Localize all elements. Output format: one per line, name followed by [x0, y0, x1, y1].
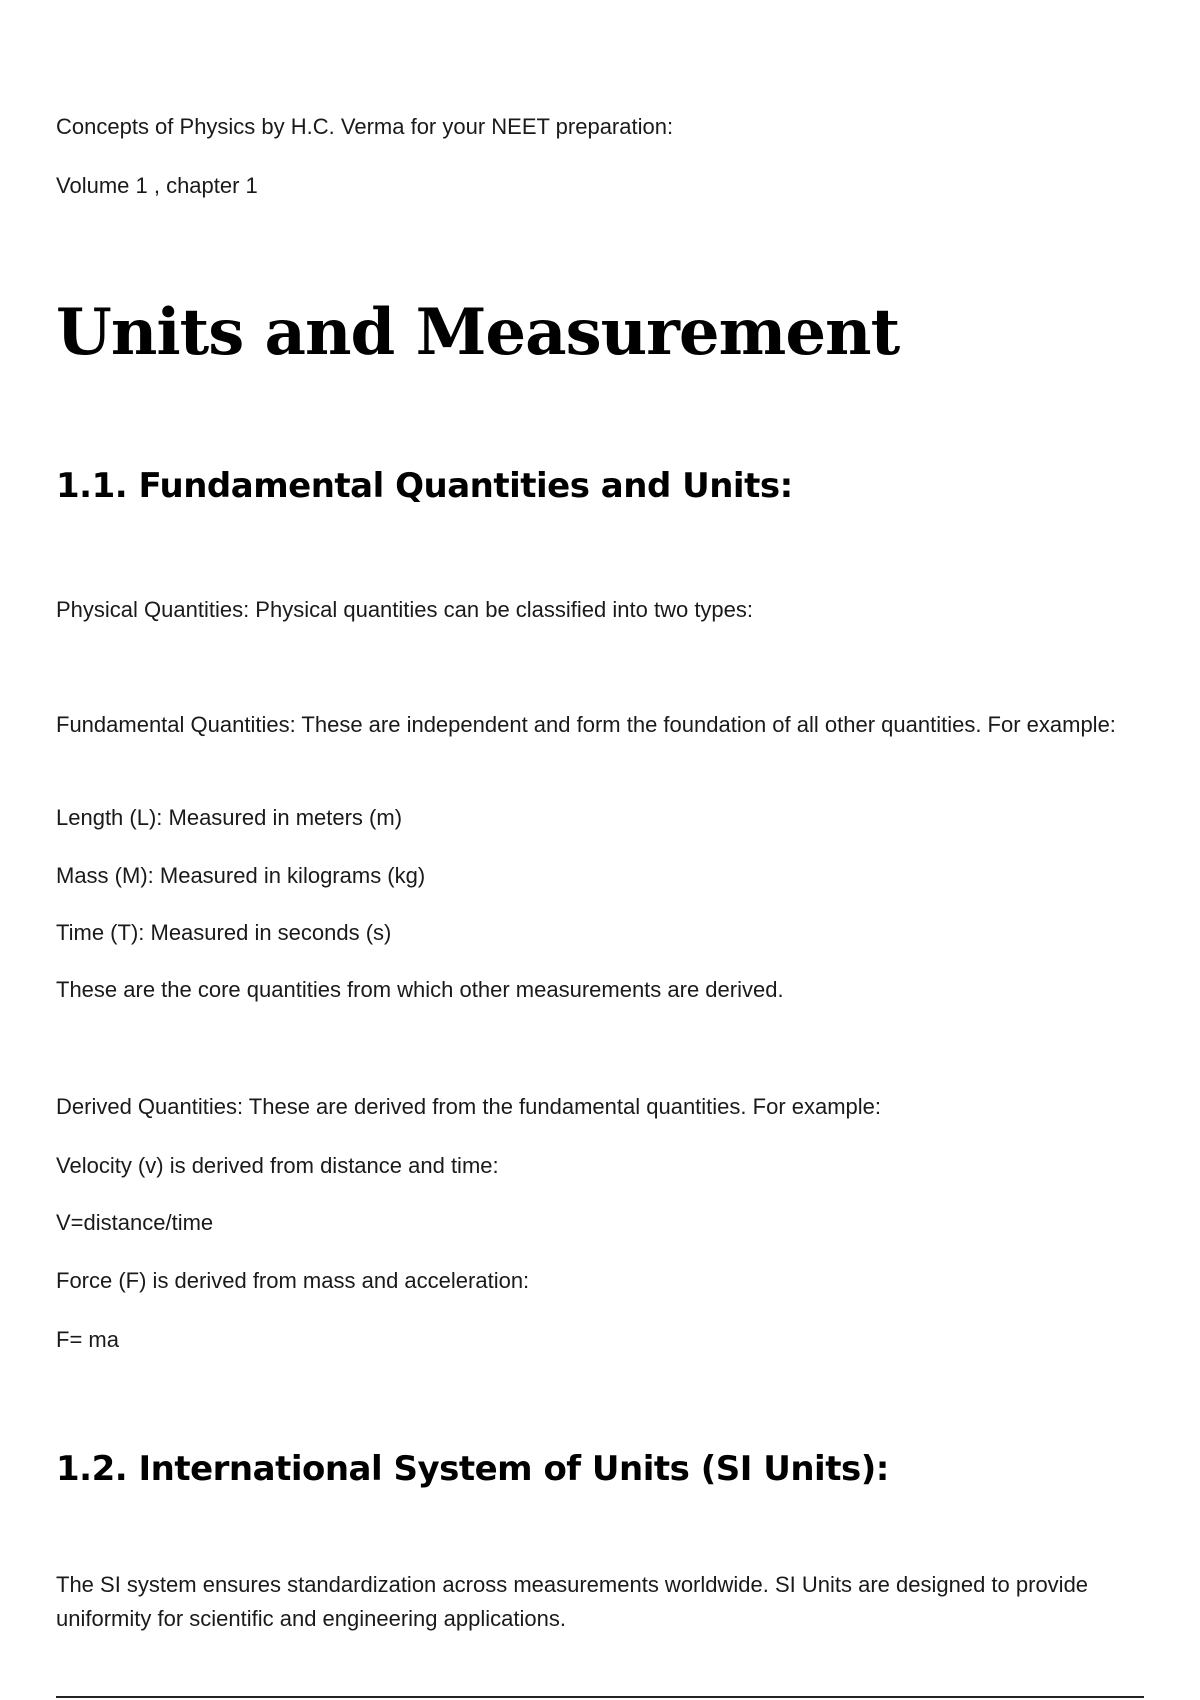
formula-line: F= ma [56, 1327, 119, 1352]
fundamental-quantities-paragraph: Fundamental Quantities: These are independent and form the foundation of all other quantities. For example: [56, 712, 1116, 737]
list-item: Force (F) is derived from mass and acceleration: [56, 1268, 530, 1293]
list-item: Velocity (v) is derived from distance and time: [56, 1153, 499, 1178]
list-item: Length (L): Measured in meters (m) [56, 805, 403, 830]
page-title: Units and Measurement [56, 295, 900, 370]
formula-line: V=distance/time [56, 1210, 214, 1235]
section-heading-1-1: 1.1. Fundamental Quantities and Units: [56, 466, 793, 506]
intro-line: Concepts of Physics by H.C. Verma for your NEET preparation: [56, 114, 674, 139]
physical-quantities-paragraph: Physical Quantities: Physical quantities can be classified into two types: [56, 597, 754, 622]
volume-chapter-line: Volume 1 , chapter 1 [56, 173, 258, 198]
bottom-divider [56, 1696, 1144, 1698]
document-page [56, 0, 1144, 1700]
fundamental-summary: These are the core quantities from which other measurements are derived. [56, 977, 784, 1002]
derived-quantities-paragraph: Derived Quantities: These are derived from the fundamental quantities. For example: [56, 1094, 882, 1119]
list-item: Time (T): Measured in seconds (s) [56, 920, 392, 945]
si-units-paragraph: The SI system ensures standardization across measurements worldwide. SI Units are designed to provide uniformity for scientific and engineering applications. [56, 1572, 1089, 1631]
section-heading-1-2: 1.2. International System of Units (SI Units): [56, 1449, 889, 1489]
list-item: Mass (M): Measured in kilograms (kg) [56, 863, 426, 888]
